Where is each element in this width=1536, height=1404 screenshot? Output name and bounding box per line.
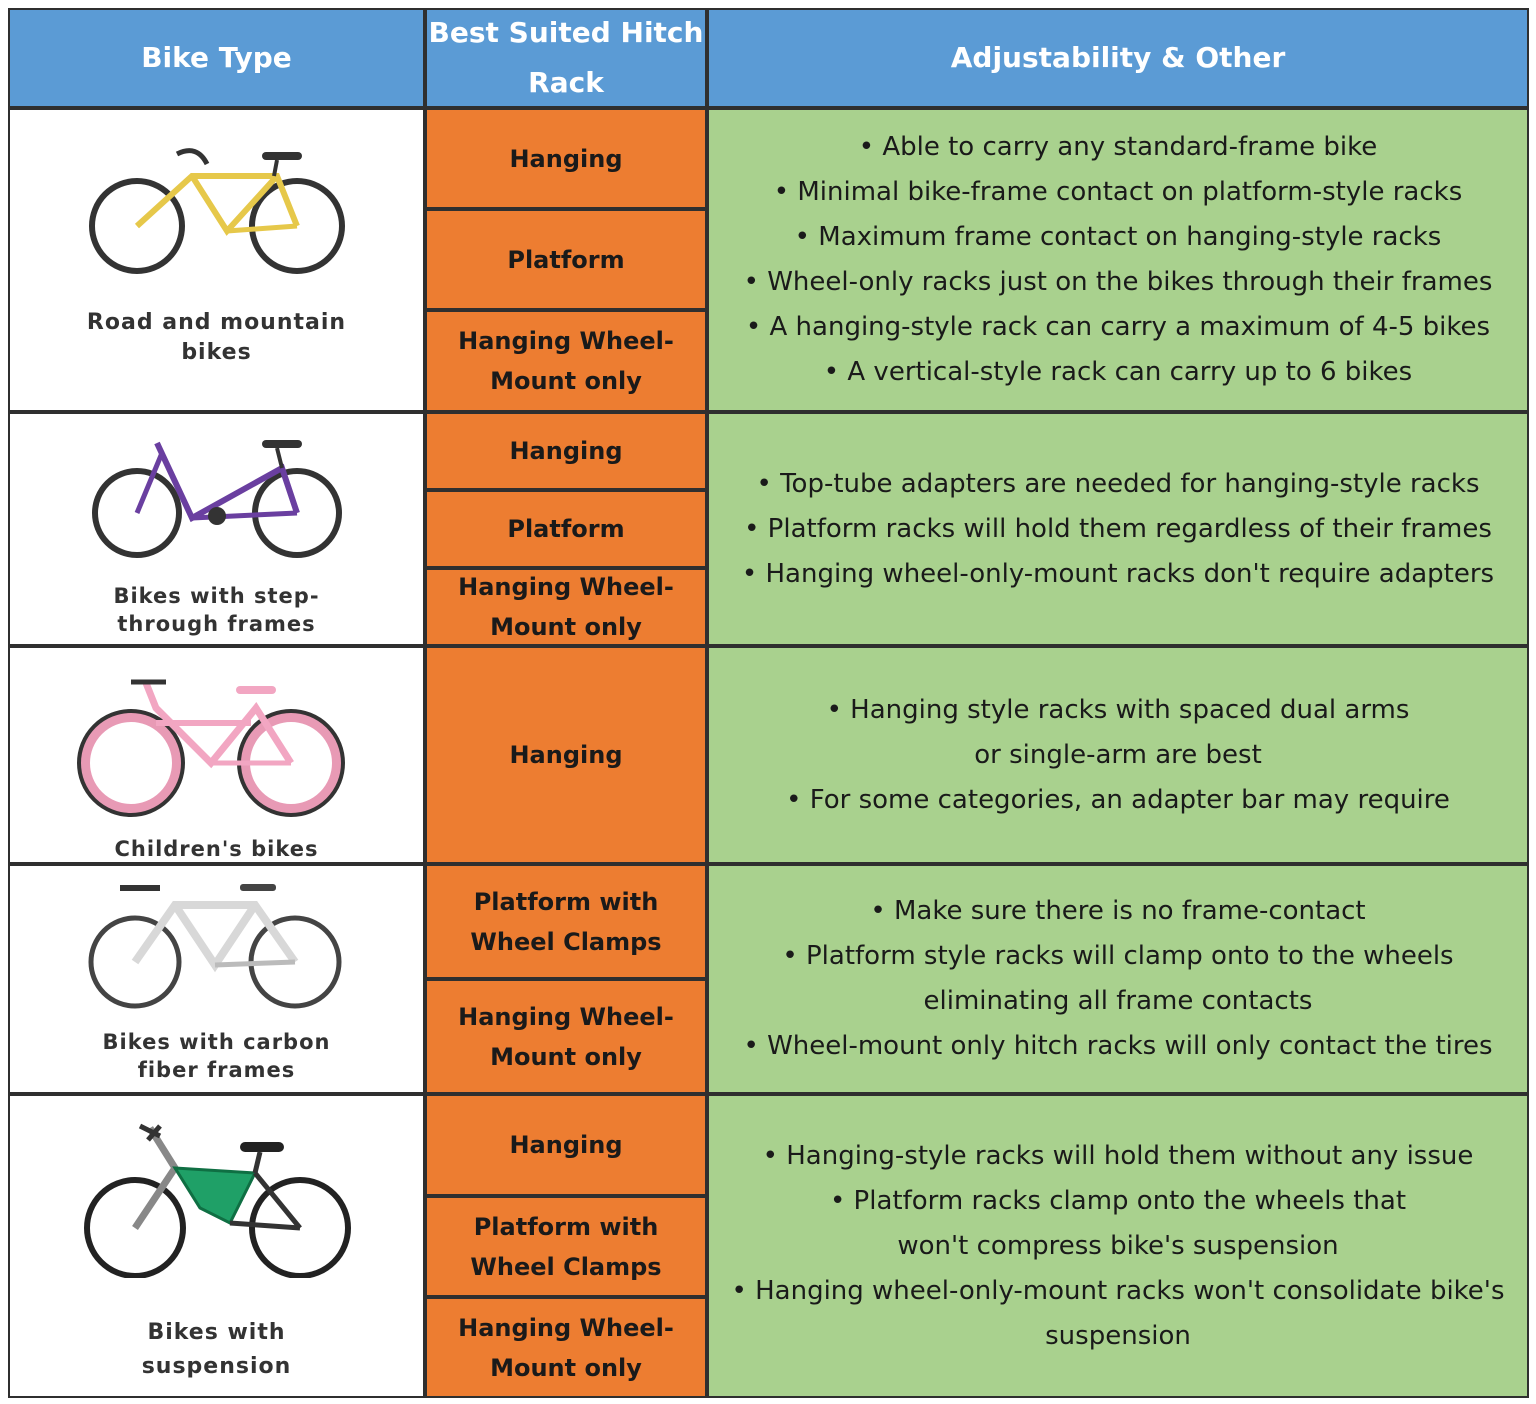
- row-4-bike-cell: [8, 864, 425, 1094]
- row-2-rack-2: Platform: [425, 490, 707, 568]
- row-1-bike-label: Road and mountain bikes: [86, 310, 347, 365]
- bike-rack-comparison-table: [8, 8, 1529, 1398]
- row-1-bike-cell: [8, 108, 425, 412]
- row-5-bike-cell: [8, 1094, 425, 1398]
- row-5-notes: • Hanging-style racks will hold them without any issue • Platform racks clamp onto the wheels that won't compress bike's suspension • Hanging wheel-only-mount racks won't consolidate bike's suspension: [707, 1094, 1529, 1398]
- row-2-notes: • Top-tube adapters are needed for hanging-style racks • Platform racks will hold them regardless of their frames • Hanging wheel-only-mount racks don't require adapters: [707, 412, 1529, 646]
- row-5-rack-1: Hanging: [425, 1094, 707, 1196]
- header-best-rack-line1: Best Suited Hitch: [428, 16, 704, 49]
- green-suspension-bike-icon: [80, 1118, 355, 1278]
- header-best-rack-line2: Rack: [528, 66, 604, 99]
- purple-step-through-bike-icon: [82, 428, 352, 558]
- row-4-rack-2: Hanging Wheel- Mount only: [425, 979, 707, 1094]
- row-2-rack-3: Hanging Wheel- Mount only: [425, 568, 707, 646]
- yellow-road-bike-icon: [82, 136, 352, 276]
- header-bike-type: [8, 8, 425, 108]
- header-adjustability-label: Adjustability & Other: [950, 41, 1286, 74]
- row-3-rack-1: Hanging: [425, 646, 707, 864]
- row-1-notes: • Able to carry any standard-frame bike • Minimal bike-frame contact on platform-style racks • Maximum frame contact on hanging-style racks • Wheel-only racks just on the bikes through their frames • A hanging-style rack can carry a maximum of 4-5 bikes • A vertical-style rack can carry up to 6 bikes: [707, 108, 1529, 412]
- pink-childrens-bike-icon: [76, 668, 346, 818]
- row-1-rack-2: Platform: [425, 209, 707, 310]
- row-2-rack-1: Hanging: [425, 412, 707, 490]
- row-2-bike-cell: [8, 412, 425, 646]
- row-4-rack-1: Platform with Wheel Clamps: [425, 864, 707, 979]
- row-3-notes: • Hanging style racks with spaced dual arms or single-arm are best • For some categories, an adapter bar may require: [707, 646, 1529, 864]
- header-bike-type-label: Bike Type: [141, 41, 292, 74]
- row-3-bike-label: Children's bikes: [114, 837, 319, 861]
- row-4-notes: • Make sure there is no frame-contact • Platform style racks will clamp onto to the wheels eliminating all frame contacts • Wheel-mount only hitch racks will only contact the tires: [707, 864, 1529, 1094]
- row-4-bike-label: Bikes with carbon fiber frames: [102, 1030, 331, 1082]
- header-adjustability: [707, 8, 1529, 108]
- row-1-rack-3: Hanging Wheel- Mount only: [425, 310, 707, 412]
- white-carbon-bike-icon: [80, 880, 350, 1010]
- row-5-bike-label: Bikes with suspension: [141, 1320, 292, 1379]
- row-5-rack-2: Platform with Wheel Clamps: [425, 1196, 707, 1297]
- row-2-bike-label: Bikes with step- through frames: [113, 584, 320, 636]
- row-1-rack-1: Hanging: [425, 108, 707, 209]
- row-3-bike-cell: [8, 646, 425, 864]
- row-5-rack-3: Hanging Wheel- Mount only: [425, 1297, 707, 1398]
- header-best-rack: [425, 8, 707, 108]
